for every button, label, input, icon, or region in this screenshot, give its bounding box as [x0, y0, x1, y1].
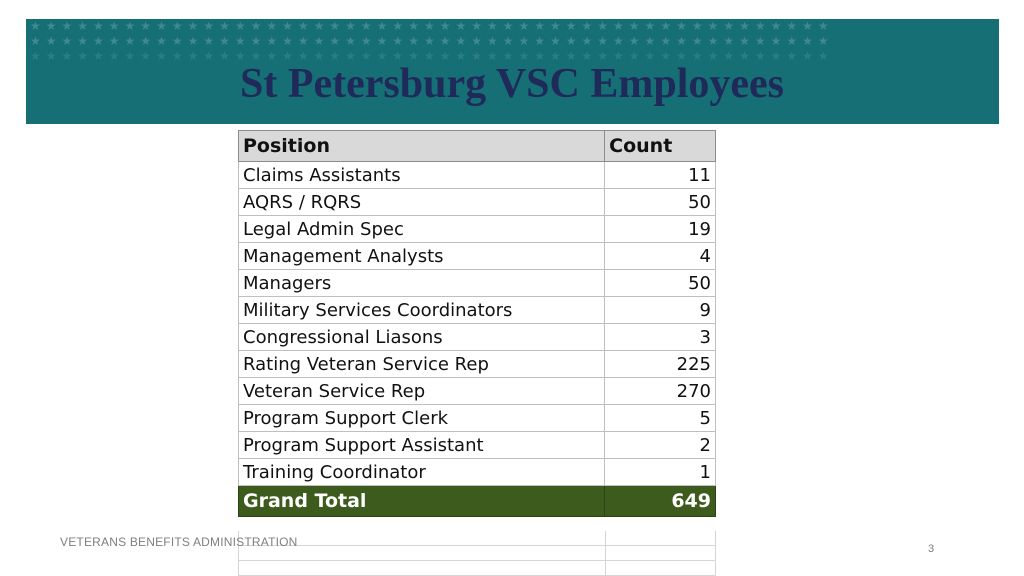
count-cell: 50 — [605, 189, 716, 216]
table-row — [239, 459, 716, 486]
stars-pattern: ★★★★★★★★★★★★★★★★★★★★★★★★★★★★★★★★★★★★★★★★★★★★★★★★★★★ ★★★★★★★★★★★★★★★★★★★★★★★★★★★★★★★★★★★★★★★★★★★★★★★★★★★ ★★★★★★★★★★★★★★★★★★★★★★★★★★★★★★★★★★★★★★★★★★★★★★★★★★★ — [30, 19, 834, 63]
count-cell: 5 — [605, 405, 716, 432]
table-row — [239, 162, 716, 189]
grid-line — [605, 531, 606, 576]
grand-total-row — [239, 486, 716, 517]
table-row — [239, 324, 716, 351]
table-row — [239, 351, 716, 378]
count-cell: 9 — [605, 297, 716, 324]
slide-title: St Petersburg VSC Employees — [239, 61, 785, 107]
column-header-count: Count — [605, 131, 716, 162]
count-cell: 225 — [605, 351, 716, 378]
employee-table — [238, 130, 716, 517]
position-cell: Legal Admin Spec — [239, 216, 605, 243]
count-cell: 1 — [605, 459, 716, 486]
position-cell: AQRS / RQRS — [239, 189, 605, 216]
table-row — [239, 216, 716, 243]
position-cell: Claims Assistants — [239, 162, 605, 189]
grid-line — [238, 545, 716, 546]
count-cell: 50 — [605, 270, 716, 297]
table-row — [239, 189, 716, 216]
count-cell: 11 — [605, 162, 716, 189]
grand-total-label: Grand Total — [239, 486, 605, 517]
table-header-row — [239, 131, 716, 162]
table-row — [239, 405, 716, 432]
position-cell: Program Support Clerk — [239, 405, 605, 432]
position-cell: Program Support Assistant — [239, 432, 605, 459]
page-number: 3 — [928, 543, 935, 555]
position-cell: Management Analysts — [239, 243, 605, 270]
table-row — [239, 432, 716, 459]
grid-line — [238, 560, 716, 561]
footer-organization: VETERANS BENEFITS ADMINISTRATION — [60, 535, 298, 549]
grand-total-count: 649 — [605, 486, 716, 517]
count-cell: 19 — [605, 216, 716, 243]
count-cell: 4 — [605, 243, 716, 270]
table-row — [239, 378, 716, 405]
table-row — [239, 297, 716, 324]
empty-grid-rows — [238, 531, 716, 576]
table-row — [239, 243, 716, 270]
table-row — [239, 270, 716, 297]
position-cell: Veteran Service Rep — [239, 378, 605, 405]
position-cell: Rating Veteran Service Rep — [239, 351, 605, 378]
count-cell: 3 — [605, 324, 716, 351]
position-cell: Managers — [239, 270, 605, 297]
position-cell: Military Services Coordinators — [239, 297, 605, 324]
position-cell: Training Coordinator — [239, 459, 605, 486]
column-header-position: Position — [239, 131, 605, 162]
position-cell: Congressional Liasons — [239, 324, 605, 351]
count-cell: 270 — [605, 378, 716, 405]
count-cell: 2 — [605, 432, 716, 459]
grid-line — [715, 531, 716, 576]
